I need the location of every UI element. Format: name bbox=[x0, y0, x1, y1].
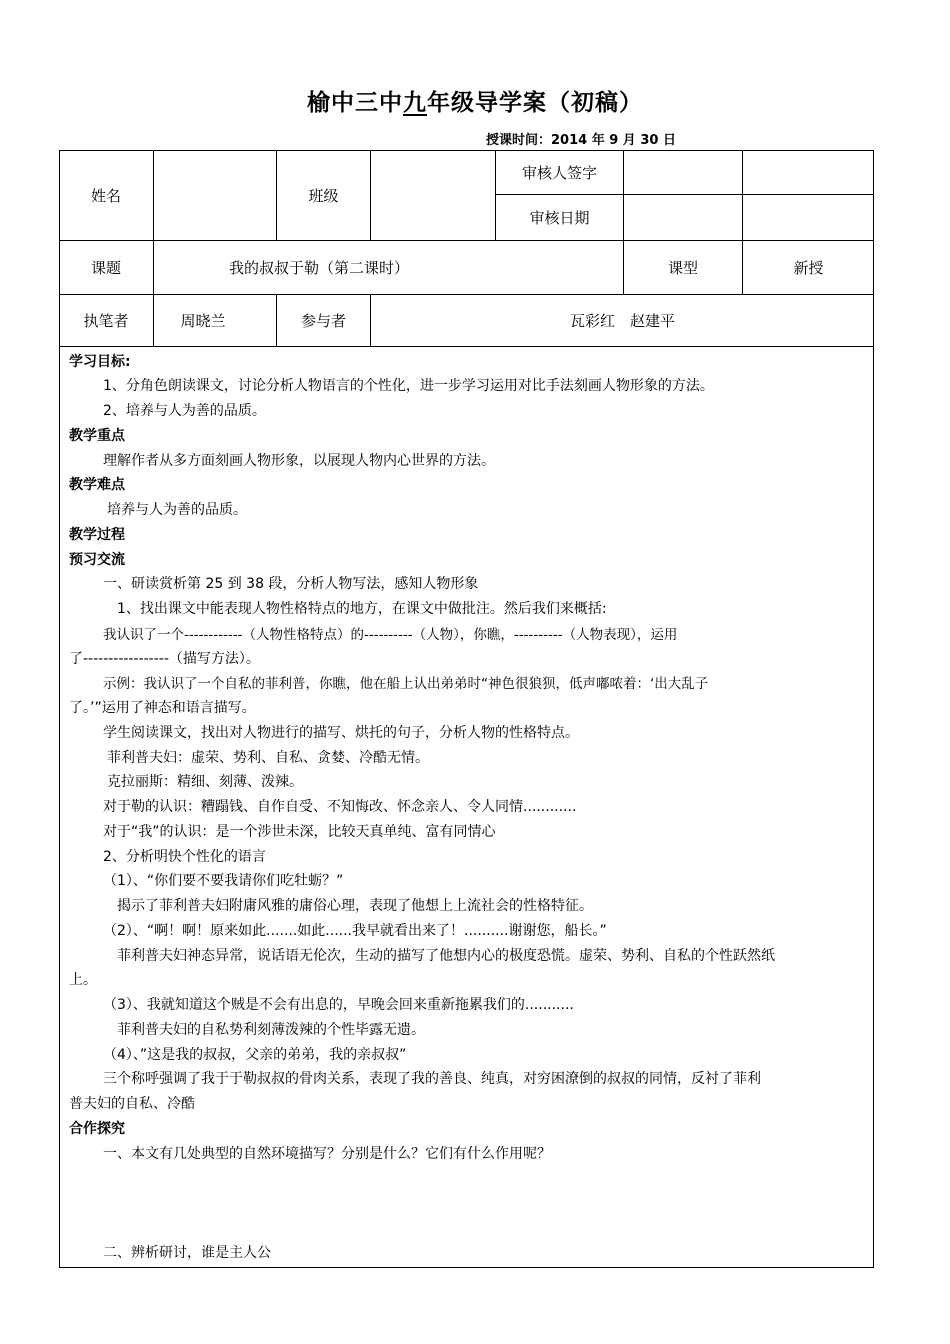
character-analysis: 对于“我”的认识：是一个涉世未深，比较天真单纯、富有同情心 bbox=[103, 824, 496, 840]
quote-analysis: 普夫妇的自私、冷酷 bbox=[69, 1096, 195, 1112]
class-label: 班级 bbox=[308, 186, 339, 205]
difficulty-heading: 教学难点 bbox=[69, 477, 125, 493]
coop-heading: 合作探究 bbox=[69, 1121, 125, 1137]
character-analysis: 克拉丽斯：精细、刻薄、泼辣。 bbox=[107, 774, 303, 790]
participants-value: 瓦彩红 赵建平 bbox=[569, 312, 675, 330]
quote-analysis: 三个称呼强调了我于于勒叔叔的骨肉关系，表现了我的善良、纯真，对穷困潦倒的叔叔的同情，反衬了菲利 bbox=[103, 1071, 761, 1087]
quote-analysis: 上。 bbox=[69, 972, 97, 988]
template-line: 了-----------------（描写方法）。 bbox=[69, 651, 260, 667]
preview-heading: 预习交流 bbox=[69, 552, 125, 568]
reviewer-sign-label: 审核人签字 bbox=[521, 163, 597, 182]
quote-analysis: 菲利普夫妇神态异常，说话语无伦次，生动的描写了他想内心的极度恐慌。虚荣、势利、自私的个性跃然纸 bbox=[117, 948, 775, 964]
author-label: 执笔者 bbox=[83, 312, 129, 330]
goal-item: 2、培养与人为善的品质。 bbox=[103, 403, 266, 419]
difficulty-text: 培养与人为善的品质。 bbox=[107, 502, 247, 518]
character-analysis: 菲利普夫妇：虚荣、势利、自私、贪婪、冷酷无情。 bbox=[107, 750, 429, 766]
topic-label: 课题 bbox=[90, 259, 121, 277]
character-analysis: 对于勒的认识：糟蹋钱、自作自受、不知悔改、怀念亲人、令人同情............ bbox=[103, 799, 577, 815]
goal-item: 1、分角色朗读课文，讨论分析人物语言的个性化，进一步学习运用对比手法刻画人物形象的方法。 bbox=[103, 378, 714, 394]
process-heading: 教学过程 bbox=[69, 527, 125, 543]
quote-item: （4）、”这是我的叔叔，父亲的弟弟，我的亲叔叔” bbox=[103, 1047, 407, 1063]
example-line: 了。’”运用了神态和语言描写。 bbox=[69, 700, 256, 716]
class-field bbox=[371, 150, 495, 240]
quote-item: （1）、“你们要不要我请你们吃牡蛎？” bbox=[103, 873, 344, 889]
title-suffix: 年级导学案（初稿） bbox=[427, 90, 643, 116]
participants-label: 参与者 bbox=[300, 312, 346, 330]
task-text: 1、找出课文中能表现人物性格特点的地方，在课文中做批注。然后我们来概括: bbox=[117, 601, 607, 617]
key-heading: 教学重点 bbox=[69, 428, 125, 444]
name-field bbox=[154, 150, 276, 240]
quote-analysis: 揭示了菲利普夫妇附庸风雅的庸俗心理，表现了他想上上流社会的性格特征。 bbox=[117, 898, 593, 914]
title-prefix: 榆中三中 bbox=[307, 90, 403, 116]
quote-item: （3）、我就知道这个贼是不会有出息的，早晚会回来重新拖累我们的........... bbox=[103, 997, 574, 1013]
name-label: 姓名 bbox=[90, 186, 121, 205]
title-grade: 九 bbox=[403, 90, 427, 116]
type-label: 课型 bbox=[667, 259, 698, 277]
section-heading: 一、研读赏析第 25 到 38 段，分析人物写法，感知人物形象 bbox=[103, 576, 479, 592]
type-value: 新授 bbox=[793, 259, 824, 277]
coop-question: 二、辨析研讨，谁是主人公 bbox=[103, 1245, 271, 1261]
example-line: 示例：我认识了一个自私的菲利普，你瞧，他在船上认出弟弟时“神色很狼狈，低声嘟哝着：‘出大乱子 bbox=[103, 676, 709, 692]
quote-analysis: 菲利普夫妇的自私势利刻薄泼辣的个性毕露无遗。 bbox=[117, 1022, 425, 1038]
key-text: 理解作者从多方面刻画人物形象，以展现人物内心世界的方法。 bbox=[103, 453, 495, 469]
goals-heading: 学习目标: bbox=[69, 354, 131, 370]
topic-value: 我的叔叔于勒（第二课时） bbox=[228, 259, 409, 277]
lesson-date: 授课时间：2014 年 9 月 30 日 bbox=[486, 133, 676, 148]
student-task: 学生阅读课文，找出对人物进行的描写、烘托的句子，分析人物的性格特点。 bbox=[103, 725, 579, 741]
section-heading: 2、分析明快个性化的语言 bbox=[103, 849, 266, 865]
template-line: 我认识了一个------------（人物性格特点）的----------（人物），你瞧，----------（人物表现），运用 bbox=[103, 627, 678, 643]
page-title bbox=[0, 84, 950, 117]
quote-item: （2）、“啊！啊！原来如此.......如此......我早就看出来了！..........谢谢您，船长。” bbox=[103, 923, 607, 939]
author-value: 周晓兰 bbox=[180, 312, 226, 330]
coop-question: 一、本文有几处典型的自然环境描写？分别是什么？它们有什么作用呢？ bbox=[103, 1146, 551, 1162]
review-date-label: 审核日期 bbox=[529, 209, 590, 227]
